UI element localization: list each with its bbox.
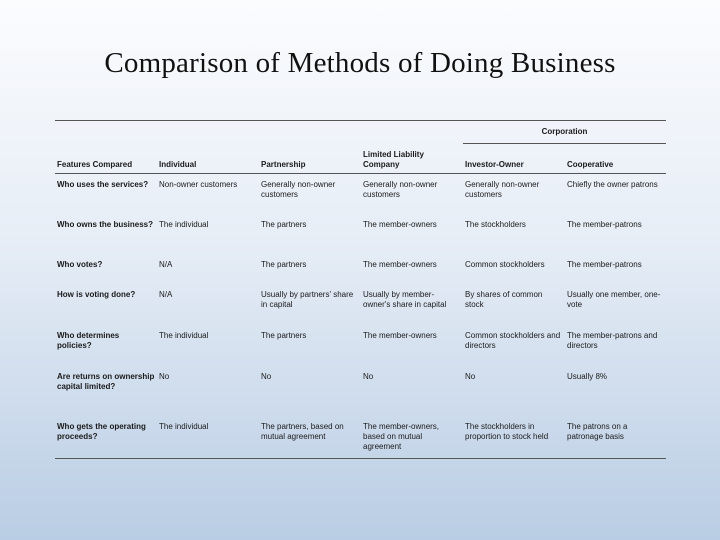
slide-title: Comparison of Methods of Doing Business xyxy=(104,47,616,79)
table-cell: Common stockholders and directors xyxy=(465,330,561,350)
table-cell: Usually by partners' share in capital xyxy=(261,289,354,309)
table-row xyxy=(55,214,666,254)
table-cell-feature: Who owns the business? xyxy=(57,219,154,229)
table-cell: The member-patrons and directors xyxy=(567,330,658,350)
table-cell: The partners xyxy=(261,219,307,229)
table-row xyxy=(55,366,666,416)
corporation-group-header: Corporation xyxy=(463,121,666,144)
column-header: Features Compared xyxy=(55,144,157,174)
table-cell: Non-owner customers xyxy=(159,180,238,189)
table-cell: The stockholders xyxy=(465,219,526,229)
table-cell-feature: How is voting done? xyxy=(57,289,136,299)
table-row xyxy=(55,174,666,214)
table-cell: The partners xyxy=(261,330,307,340)
table-cell: The partners xyxy=(261,259,307,269)
table-cell-feature: Who determines policies? xyxy=(57,330,120,350)
table-cell-feature: Who votes? xyxy=(57,259,103,269)
column-header: Partnership xyxy=(259,144,361,174)
table-cell: Usually by member-owner's share in capital xyxy=(363,289,447,309)
table-cell: No xyxy=(159,371,170,381)
table-row xyxy=(55,284,666,325)
table-cell: The patrons on a patronage basis xyxy=(565,416,666,459)
table-cell: No xyxy=(465,371,476,381)
table-cell: The member-owners xyxy=(363,259,437,269)
table-cell-feature: Are returns on ownership capital limited? xyxy=(57,371,155,391)
table-cell: The member-patrons xyxy=(567,259,642,269)
table-cell-feature: Who gets the operating proceeds? xyxy=(55,416,157,459)
table-cell: The individual xyxy=(159,219,209,229)
table-cell: The member-patrons xyxy=(567,219,642,229)
table-row xyxy=(55,254,666,284)
table-cell: N/A xyxy=(159,259,173,269)
table-cell: The individual xyxy=(157,416,259,459)
table-cell: Chiefly the owner patrons xyxy=(567,180,658,189)
comparison-table-container xyxy=(55,120,666,459)
table-cell: Generally non-owner customers xyxy=(465,180,540,199)
table-cell: The stockholders in proportion to stock held xyxy=(463,416,565,459)
table-cell: Generally non-owner customers xyxy=(363,180,438,199)
column-header: Investor-Owner xyxy=(463,144,565,174)
group-header-spacer xyxy=(55,121,463,144)
table-cell: Usually one member, one-vote xyxy=(567,289,661,309)
table-cell: No xyxy=(261,371,272,381)
column-header: Limited Liability Company xyxy=(361,144,463,174)
table-row xyxy=(55,325,666,366)
table-cell: N/A xyxy=(159,289,173,299)
column-header: Cooperative xyxy=(565,144,666,174)
table-cell: By shares of common stock xyxy=(465,289,543,309)
table-cell: The member-owners, based on mutual agreement xyxy=(361,416,463,459)
table-cell: Generally non-owner customers xyxy=(261,180,336,199)
table-cell-feature: Who uses the services? xyxy=(57,180,149,189)
table-cell: The individual xyxy=(159,330,209,340)
column-header-row xyxy=(55,144,666,174)
table-cell: No xyxy=(363,371,374,381)
table-cell: Usually 8% xyxy=(567,371,608,381)
column-header: Individual xyxy=(157,144,259,174)
comparison-table xyxy=(55,120,666,459)
table-cell: The partners, based on mutual agreement xyxy=(259,416,361,459)
table-cell: The member-owners xyxy=(363,330,437,340)
table-row xyxy=(55,416,666,459)
group-header-row xyxy=(55,121,666,144)
table-cell: The member-owners xyxy=(363,219,437,229)
table-cell: Common stockholders xyxy=(465,259,545,269)
